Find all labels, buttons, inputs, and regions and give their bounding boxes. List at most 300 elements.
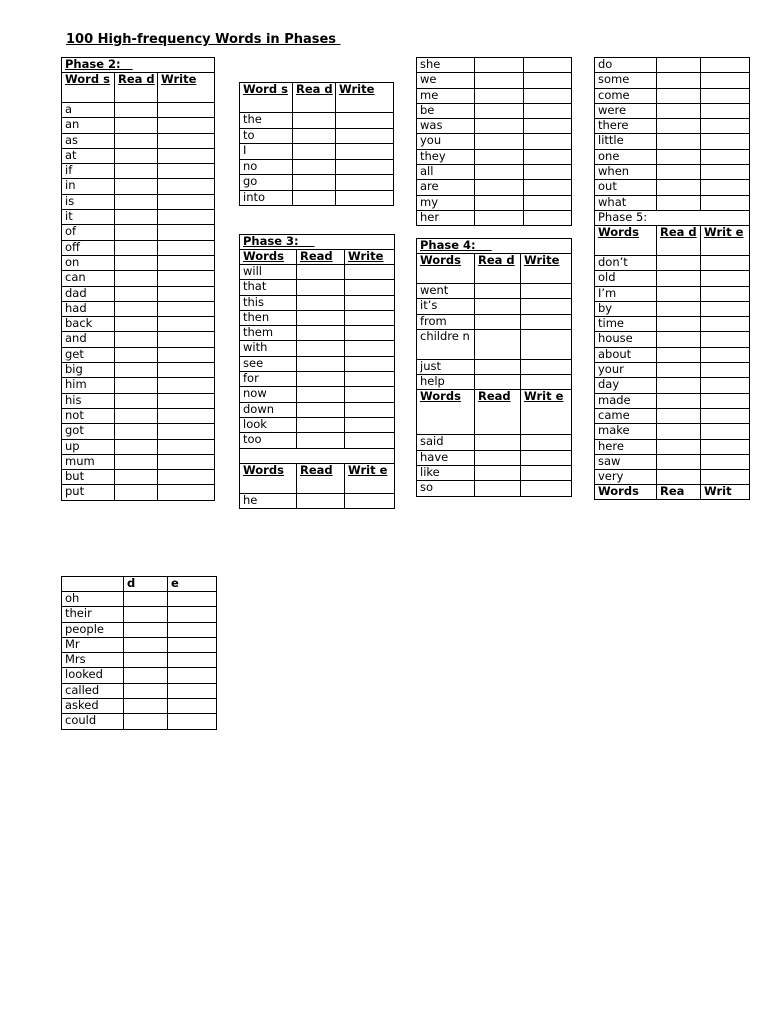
read-checkbox-cell [657, 165, 701, 180]
word-row [595, 271, 750, 286]
word-row [417, 284, 572, 299]
write-checkbox-cell [336, 159, 394, 175]
write-checkbox-cell [521, 481, 572, 496]
write-checkbox-cell [168, 607, 217, 622]
word-row [62, 240, 215, 255]
header-row [417, 390, 572, 435]
word-row [595, 119, 750, 134]
read-checkbox-cell [115, 378, 158, 393]
word-row [595, 454, 750, 469]
write-checkbox-cell [336, 144, 394, 160]
write-checkbox-cell [701, 195, 750, 210]
write-checkbox-cell [158, 194, 215, 209]
read-checkbox-cell [657, 347, 701, 362]
word-cell: don’t [595, 255, 657, 270]
read-checkbox-cell [475, 450, 521, 465]
words-column-header: Words [240, 250, 297, 265]
read-checkbox-cell [475, 284, 521, 299]
read-checkbox-cell [115, 255, 158, 270]
read-checkbox-cell [297, 326, 345, 341]
write-checkbox-cell [168, 668, 217, 683]
phase-3-table [239, 234, 395, 509]
word-cell: called [62, 683, 124, 698]
write-checkbox-cell [521, 314, 572, 329]
word-row [62, 714, 217, 729]
word-row [62, 286, 215, 301]
read-column-header: Rea d [293, 83, 336, 113]
read-checkbox-cell [115, 271, 158, 286]
phase-3-continued-table [416, 57, 572, 226]
word-row [417, 435, 572, 450]
phase-4-table [416, 238, 572, 497]
read-checkbox-cell [657, 88, 701, 103]
word-cell: I [240, 144, 293, 160]
write-checkbox-cell [158, 332, 215, 347]
word-cell: this [240, 295, 297, 310]
word-row [595, 58, 750, 73]
read-column-header: Read [297, 250, 345, 265]
word-cell: got [62, 424, 115, 439]
write-checkbox-cell [521, 375, 572, 390]
write-checkbox-cell [168, 592, 217, 607]
read-checkbox-cell [293, 113, 336, 129]
read-column-header: Rea d [657, 225, 701, 255]
word-cell: said [417, 435, 475, 450]
write-checkbox-cell [524, 210, 572, 225]
write-checkbox-cell [521, 329, 572, 359]
read-checkbox-cell [115, 133, 158, 148]
read-column-header: Rea d [475, 254, 521, 284]
read-checkbox-cell [657, 393, 701, 408]
phase-label-row [240, 235, 395, 250]
word-cell: into [240, 190, 293, 206]
word-row [240, 372, 395, 387]
word-cell: an [62, 118, 115, 133]
word-cell: get [62, 347, 115, 362]
word-row [240, 356, 395, 371]
word-cell: her [417, 210, 475, 225]
phase-2-continued-table [239, 82, 394, 206]
read-checkbox-cell [124, 668, 168, 683]
write-checkbox-cell [158, 133, 215, 148]
word-row [62, 301, 215, 316]
phase-label: Phase 2: [62, 58, 215, 73]
read-checkbox-cell [475, 180, 524, 195]
phase-label-row [62, 58, 215, 73]
word-cell: made [595, 393, 657, 408]
word-cell: is [62, 194, 115, 209]
word-row [240, 341, 395, 356]
write-checkbox-cell [521, 359, 572, 374]
word-cell: oh [62, 592, 124, 607]
write-checkbox-cell [701, 378, 750, 393]
word-row [240, 144, 394, 160]
read-checkbox-cell [657, 470, 701, 485]
word-cell: then [240, 310, 297, 325]
read-checkbox-cell [657, 439, 701, 454]
write-checkbox-cell [158, 378, 215, 393]
write-checkbox-cell [701, 424, 750, 439]
read-checkbox-cell [475, 149, 524, 164]
read-checkbox-cell [657, 317, 701, 332]
word-row [62, 454, 215, 469]
word-row [417, 88, 572, 103]
word-row [417, 165, 572, 180]
write-checkbox-cell [168, 699, 217, 714]
word-row [595, 286, 750, 301]
word-cell: very [595, 470, 657, 485]
word-row [417, 134, 572, 149]
word-row [240, 402, 395, 417]
read-checkbox-cell [475, 435, 521, 450]
word-row [62, 470, 215, 485]
spacer-row [240, 448, 395, 463]
read-column-header: Rea d [115, 73, 158, 103]
read-checkbox-cell [124, 653, 168, 668]
read-checkbox-cell [475, 481, 521, 496]
word-row [595, 180, 750, 195]
read-checkbox-cell [475, 359, 521, 374]
word-row [240, 128, 394, 144]
words-column-header: Words [417, 254, 475, 284]
write-checkbox-cell [158, 225, 215, 240]
word-cell: no [240, 159, 293, 175]
word-row [595, 347, 750, 362]
word-row [62, 225, 215, 240]
read-checkbox-cell [475, 466, 521, 481]
write-checkbox-cell [701, 88, 750, 103]
word-row [62, 699, 217, 714]
word-cell: have [417, 450, 475, 465]
read-checkbox-cell [475, 314, 521, 329]
word-cell: some [595, 73, 657, 88]
write-checkbox-cell [158, 393, 215, 408]
read-checkbox-cell [657, 454, 701, 469]
read-column-header: Rea [657, 485, 701, 500]
read-checkbox-cell [124, 683, 168, 698]
read-checkbox-cell [657, 363, 701, 378]
write-checkbox-cell [158, 118, 215, 133]
read-checkbox-cell [297, 417, 345, 432]
read-checkbox-cell [657, 286, 701, 301]
word-row [240, 265, 395, 280]
write-checkbox-cell [345, 493, 395, 508]
phase-label: Phase 5: [595, 210, 750, 225]
write-checkbox-cell [345, 326, 395, 341]
write-checkbox-cell [345, 341, 395, 356]
read-checkbox-cell [297, 310, 345, 325]
word-row [62, 317, 215, 332]
word-row [62, 255, 215, 270]
header-row [595, 225, 750, 255]
word-row [595, 134, 750, 149]
word-cell: by [595, 301, 657, 316]
read-checkbox-cell [115, 439, 158, 454]
write-checkbox-cell [158, 408, 215, 423]
word-row [62, 363, 215, 378]
word-row [595, 378, 750, 393]
word-cell: them [240, 326, 297, 341]
word-cell: and [62, 332, 115, 347]
word-row [417, 375, 572, 390]
read-checkbox-cell [293, 128, 336, 144]
read-checkbox-cell [115, 470, 158, 485]
word-row [62, 194, 215, 209]
word-row [62, 347, 215, 362]
write-checkbox-cell [524, 88, 572, 103]
write-checkbox-cell [701, 271, 750, 286]
word-row [62, 653, 217, 668]
write-checkbox-cell [345, 387, 395, 402]
read-checkbox-cell [475, 210, 524, 225]
word-cell: time [595, 317, 657, 332]
write-checkbox-cell [158, 301, 215, 316]
write-checkbox-cell [701, 363, 750, 378]
word-cell: all [417, 165, 475, 180]
write-checkbox-cell [524, 165, 572, 180]
word-row [62, 118, 215, 133]
read-checkbox-cell [115, 179, 158, 194]
read-checkbox-cell [293, 190, 336, 206]
word-row [417, 466, 572, 481]
write-checkbox-cell [158, 470, 215, 485]
read-checkbox-cell [115, 286, 158, 301]
read-checkbox-cell [657, 332, 701, 347]
read-checkbox-cell [115, 408, 158, 423]
read-column-header: d [124, 577, 168, 592]
read-checkbox-cell [475, 58, 524, 73]
word-cell: day [595, 378, 657, 393]
word-cell: on [62, 255, 115, 270]
word-cell: the [240, 113, 293, 129]
read-checkbox-cell [657, 149, 701, 164]
word-cell: look [240, 417, 297, 432]
word-row [595, 195, 750, 210]
word-cell: down [240, 402, 297, 417]
word-cell: from [417, 314, 475, 329]
word-row [595, 439, 750, 454]
read-checkbox-cell [475, 299, 521, 314]
read-checkbox-cell [115, 240, 158, 255]
read-checkbox-cell [297, 402, 345, 417]
word-row [62, 683, 217, 698]
write-checkbox-cell [701, 180, 750, 195]
word-row [240, 326, 395, 341]
phase-2-table [61, 57, 215, 501]
write-checkbox-cell [701, 103, 750, 118]
write-checkbox-cell [345, 433, 395, 448]
word-cell: me [417, 88, 475, 103]
write-checkbox-cell [345, 265, 395, 280]
read-checkbox-cell [657, 58, 701, 73]
word-row [595, 165, 750, 180]
read-checkbox-cell [657, 103, 701, 118]
write-checkbox-cell [336, 113, 394, 129]
read-checkbox-cell [297, 295, 345, 310]
word-cell: they [417, 149, 475, 164]
word-row [417, 210, 572, 225]
word-cell: out [595, 180, 657, 195]
write-checkbox-cell [168, 622, 217, 637]
read-checkbox-cell [293, 175, 336, 191]
read-checkbox-cell [115, 424, 158, 439]
read-checkbox-cell [115, 317, 158, 332]
word-row [240, 280, 395, 295]
word-row [62, 622, 217, 637]
word-row [240, 387, 395, 402]
read-checkbox-cell [657, 424, 701, 439]
word-row [62, 148, 215, 163]
word-row [417, 450, 572, 465]
words-column-header: Words [595, 225, 657, 255]
read-checkbox-cell [657, 134, 701, 149]
read-checkbox-cell [297, 265, 345, 280]
read-checkbox-cell [115, 118, 158, 133]
word-row [595, 363, 750, 378]
read-checkbox-cell [475, 73, 524, 88]
write-checkbox-cell [336, 128, 394, 144]
write-checkbox-cell [158, 424, 215, 439]
write-checkbox-cell [701, 73, 750, 88]
read-checkbox-cell [297, 372, 345, 387]
write-checkbox-cell [701, 134, 750, 149]
write-checkbox-cell [158, 148, 215, 163]
write-checkbox-cell [168, 637, 217, 652]
word-cell: had [62, 301, 115, 316]
write-checkbox-cell [158, 363, 215, 378]
write-checkbox-cell [521, 466, 572, 481]
word-cell: mum [62, 454, 115, 469]
word-row [240, 190, 394, 206]
read-checkbox-cell [657, 119, 701, 134]
word-cell: could [62, 714, 124, 729]
words-column-header: Words [240, 463, 297, 493]
write-checkbox-cell [521, 299, 572, 314]
read-checkbox-cell [657, 408, 701, 423]
read-checkbox-cell [124, 699, 168, 714]
write-checkbox-cell [158, 286, 215, 301]
write-checkbox-cell [345, 402, 395, 417]
read-checkbox-cell [115, 164, 158, 179]
word-row [62, 592, 217, 607]
read-column-header: Read [475, 390, 521, 435]
word-cell: it [62, 210, 115, 225]
word-cell: put [62, 485, 115, 500]
read-checkbox-cell [657, 301, 701, 316]
word-cell: his [62, 393, 115, 408]
write-checkbox-cell [345, 295, 395, 310]
read-checkbox-cell [475, 165, 524, 180]
read-checkbox-cell [475, 103, 524, 118]
word-cell: help [417, 375, 475, 390]
write-checkbox-cell [701, 286, 750, 301]
word-cell: go [240, 175, 293, 191]
word-row [62, 179, 215, 194]
word-row [595, 332, 750, 347]
word-cell: like [417, 466, 475, 481]
word-cell: people [62, 622, 124, 637]
phase-5-table [594, 57, 750, 500]
read-checkbox-cell [297, 341, 345, 356]
word-cell: asked [62, 699, 124, 714]
write-column-header: Write [521, 254, 572, 284]
write-checkbox-cell [524, 73, 572, 88]
word-row [595, 73, 750, 88]
read-checkbox-cell [115, 332, 158, 347]
read-checkbox-cell [124, 607, 168, 622]
read-checkbox-cell [297, 356, 345, 371]
word-row [595, 408, 750, 423]
write-column-header: e [168, 577, 217, 592]
word-cell: my [417, 195, 475, 210]
write-checkbox-cell [701, 439, 750, 454]
word-cell: house [595, 332, 657, 347]
write-checkbox-cell [701, 255, 750, 270]
word-row [417, 149, 572, 164]
read-checkbox-cell [115, 363, 158, 378]
word-row [62, 271, 215, 286]
write-checkbox-cell [524, 195, 572, 210]
word-cell: dad [62, 286, 115, 301]
word-cell: with [240, 341, 297, 356]
word-cell: are [417, 180, 475, 195]
read-checkbox-cell [115, 103, 158, 118]
write-checkbox-cell [345, 356, 395, 371]
word-cell: see [240, 356, 297, 371]
word-cell: she [417, 58, 475, 73]
write-checkbox-cell [521, 284, 572, 299]
write-checkbox-cell [524, 103, 572, 118]
word-row [62, 164, 215, 179]
read-checkbox-cell [657, 180, 701, 195]
write-checkbox-cell [701, 301, 750, 316]
read-checkbox-cell [115, 347, 158, 362]
words-column-header: Word s [62, 73, 115, 103]
word-row [62, 607, 217, 622]
word-cell: was [417, 119, 475, 134]
header-row [240, 463, 395, 493]
word-row [62, 637, 217, 652]
write-checkbox-cell [158, 271, 215, 286]
read-checkbox-cell [115, 225, 158, 240]
spacer-cell [240, 448, 395, 463]
word-cell: be [417, 103, 475, 118]
word-cell: for [240, 372, 297, 387]
write-checkbox-cell [701, 119, 750, 134]
header-row [595, 485, 750, 500]
word-row [595, 301, 750, 316]
header-row [62, 73, 215, 103]
write-checkbox-cell [701, 149, 750, 164]
write-column-header: Write [336, 83, 394, 113]
write-checkbox-cell [158, 485, 215, 500]
write-checkbox-cell [524, 134, 572, 149]
word-row [62, 668, 217, 683]
write-column-header: Writ e [521, 390, 572, 435]
word-cell: you [417, 134, 475, 149]
word-row [595, 424, 750, 439]
read-checkbox-cell [475, 329, 521, 359]
phase-5-continued-table [61, 576, 217, 730]
write-checkbox-cell [158, 454, 215, 469]
write-checkbox-cell [701, 332, 750, 347]
word-cell: there [595, 119, 657, 134]
word-cell: looked [62, 668, 124, 683]
word-row [62, 210, 215, 225]
read-column-header: Read [297, 463, 345, 493]
word-row [417, 359, 572, 374]
word-row [595, 88, 750, 103]
